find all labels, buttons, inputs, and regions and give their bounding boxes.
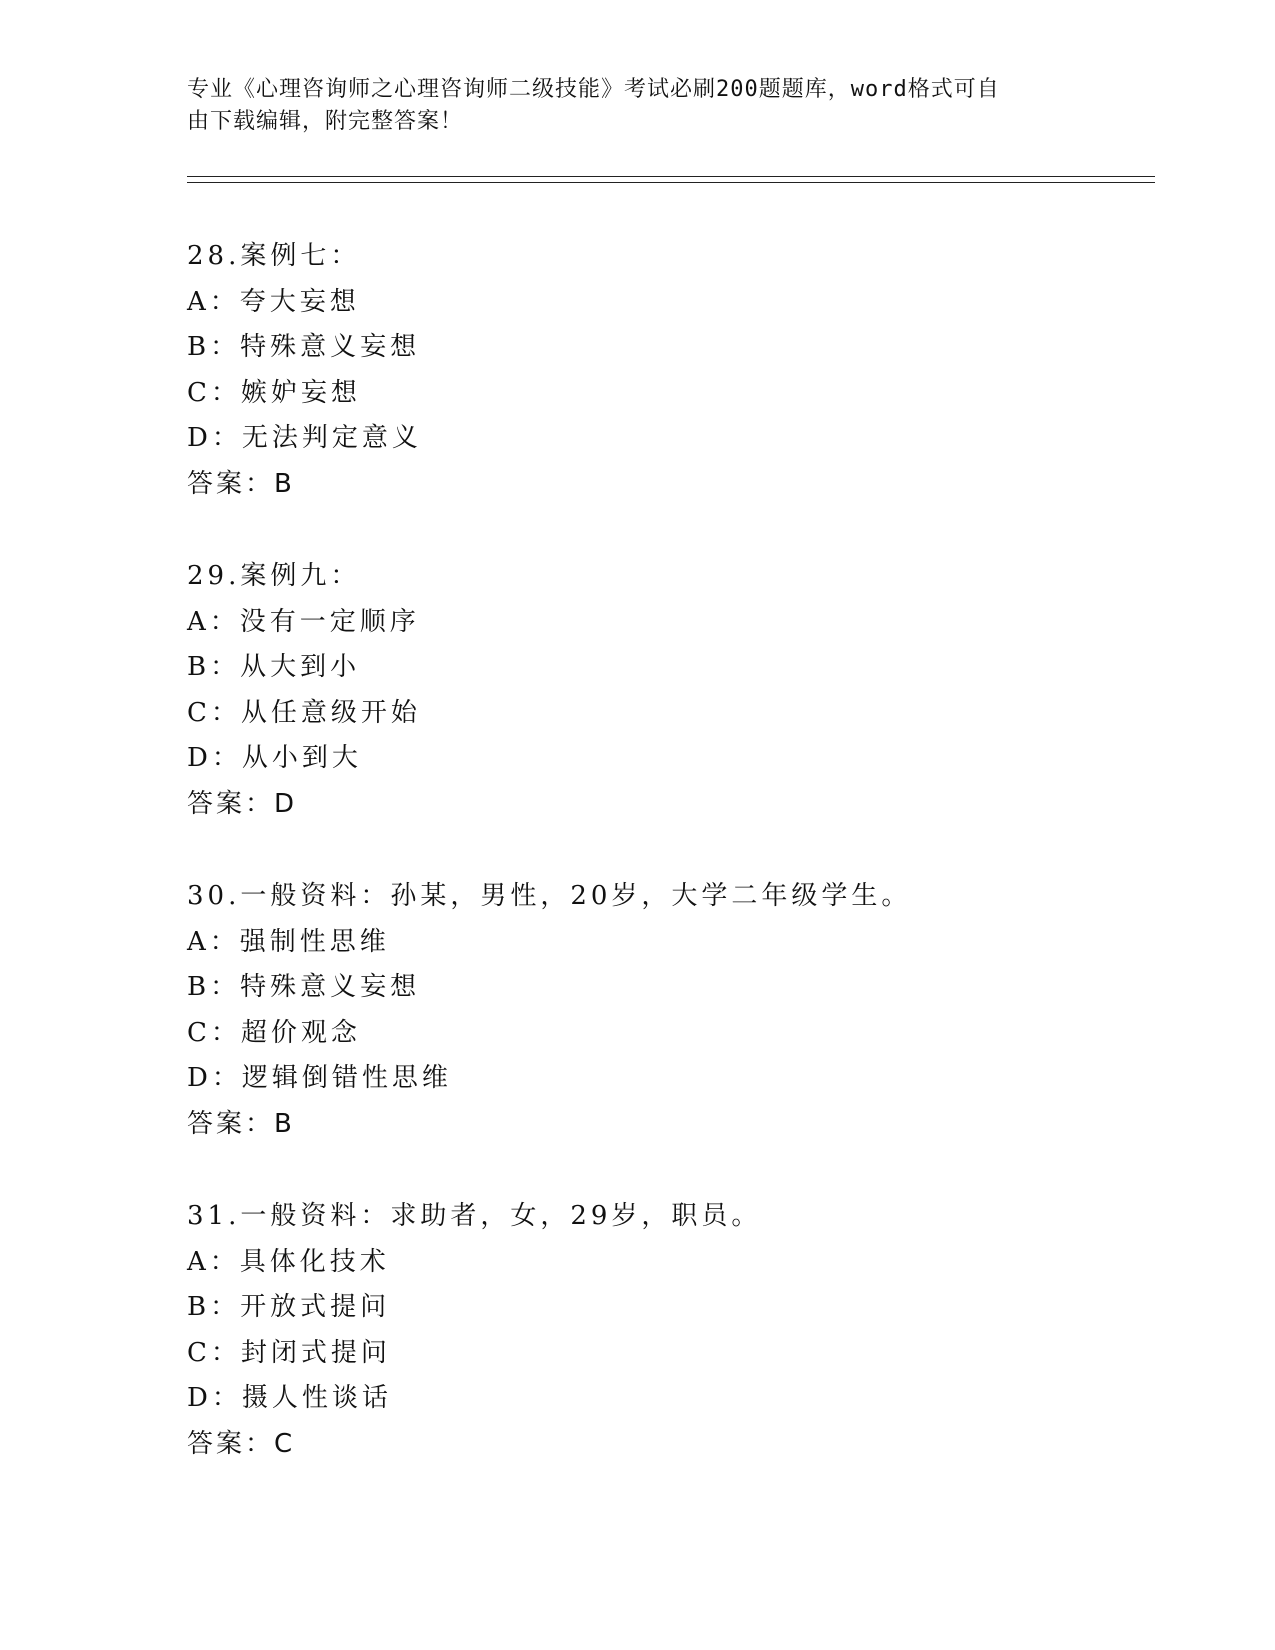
- question-stem: 30.一般资料：孙某，男性，20岁，大学二年级学生。: [187, 881, 912, 911]
- option-key: C：: [187, 1017, 241, 1048]
- option-c: [187, 691, 1147, 737]
- option-d: [187, 416, 1147, 462]
- option-key: D：: [187, 423, 242, 453]
- option-d: [187, 1376, 1147, 1422]
- option-text: 从大到小: [240, 652, 361, 682]
- option-text: 摄人性谈话: [241, 1383, 392, 1413]
- option-text: 强制性思维: [239, 926, 390, 957]
- option-key: A：: [187, 606, 240, 637]
- option-a: [187, 1240, 1147, 1286]
- option-key: B：: [187, 972, 241, 1002]
- option-text: 超价观念: [240, 1017, 361, 1048]
- option-key: C：: [187, 1337, 241, 1368]
- option-key: B：: [187, 332, 241, 362]
- option-text: 开放式提问: [240, 1292, 391, 1322]
- option-key: C：: [187, 377, 241, 408]
- option-c: [187, 1331, 1147, 1377]
- option-text: 夸大妄想: [239, 286, 360, 317]
- question-stem: 31.一般资料：求助者，女，29岁，职员。: [187, 1201, 762, 1231]
- answer-line: 答案：B: [187, 468, 295, 499]
- answer-line: 答案：C: [187, 1428, 296, 1459]
- option-b: [187, 325, 1147, 371]
- option-text: 没有一定顺序: [239, 606, 420, 637]
- option-b: [187, 645, 1147, 691]
- option-key: D：: [187, 1063, 242, 1093]
- question-stem: 29.案例九：: [187, 561, 361, 591]
- option-text: 封闭式提问: [240, 1337, 391, 1368]
- option-key: A：: [187, 1246, 240, 1277]
- option-key: A：: [187, 926, 240, 957]
- option-key: B：: [187, 1292, 241, 1322]
- question-31: [187, 1194, 1147, 1514]
- option-a: [187, 920, 1147, 966]
- answer-line: 答案：D: [187, 788, 298, 819]
- question-30: [187, 874, 1147, 1194]
- header-line-2: 由下载编辑，附完整答案！: [187, 109, 464, 134]
- header-line-1: 专业《心理咨询师之心理咨询师二级技能》考试必刷200题题库，word格式可自: [187, 77, 1000, 102]
- question-29: [187, 554, 1147, 874]
- document-header: [187, 74, 1087, 138]
- option-text: 特殊意义妄想: [240, 332, 421, 362]
- question-28: [187, 234, 1147, 554]
- option-text: 逻辑倒错性思维: [241, 1063, 452, 1093]
- option-text: 无法判定意义: [241, 423, 422, 453]
- option-key: D：: [187, 1383, 242, 1413]
- option-c: [187, 371, 1147, 417]
- option-d: [187, 1056, 1147, 1102]
- option-key: C：: [187, 697, 241, 728]
- option-key: D：: [187, 743, 242, 773]
- option-a: [187, 280, 1147, 326]
- header-divider-bottom: [187, 182, 1155, 183]
- option-key: B：: [187, 652, 241, 682]
- option-text: 具体化技术: [239, 1246, 390, 1277]
- question-stem: 28.案例七：: [187, 241, 361, 271]
- option-text: 从任意级开始: [240, 697, 421, 728]
- option-b: [187, 965, 1147, 1011]
- header-divider-top: [187, 176, 1155, 177]
- option-d: [187, 736, 1147, 782]
- question-list: [187, 234, 1147, 1514]
- option-b: [187, 1285, 1147, 1331]
- option-key: A：: [187, 286, 240, 317]
- option-a: [187, 600, 1147, 646]
- option-c: [187, 1011, 1147, 1057]
- answer-line: 答案：B: [187, 1108, 295, 1139]
- option-text: 特殊意义妄想: [240, 972, 421, 1002]
- option-text: 嫉妒妄想: [240, 377, 361, 408]
- option-text: 从小到大: [241, 743, 362, 773]
